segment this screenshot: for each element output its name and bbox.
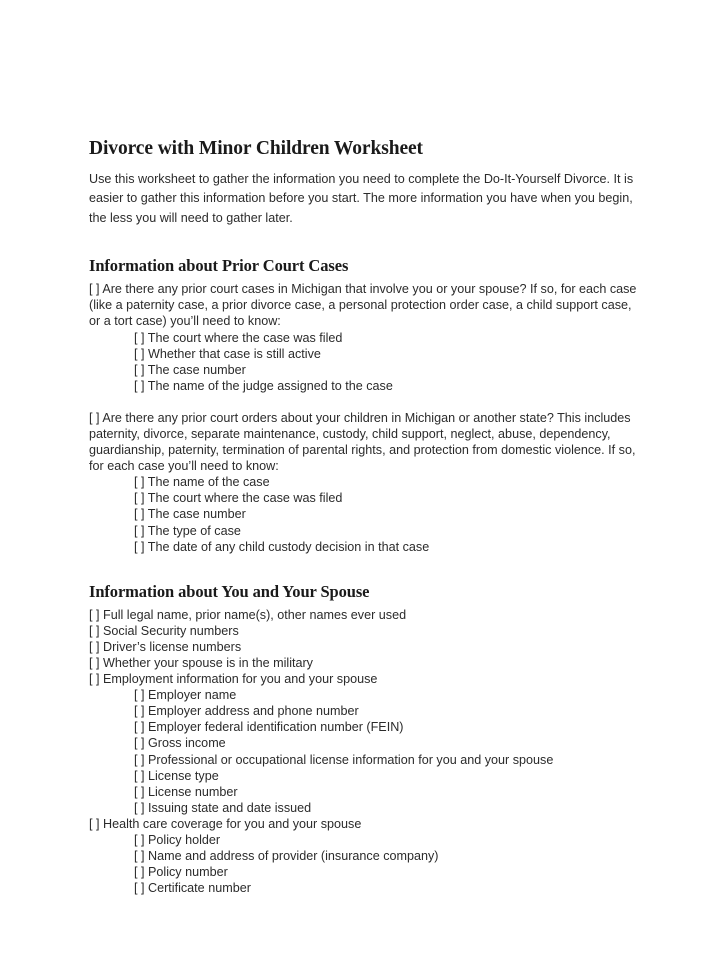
checkbox-marker-icon[interactable]: [ ] [134, 784, 148, 799]
list-item[interactable] [134, 784, 641, 800]
checklist-prior-orders [134, 474, 641, 554]
list-item[interactable] [134, 378, 641, 394]
list-item-label: Employment information for you and your spouse [103, 672, 378, 687]
list-item-label: The case number [147, 507, 246, 522]
checkbox-marker-icon[interactable]: [ ] [89, 672, 103, 687]
checkbox-marker-icon[interactable]: [ ] [89, 607, 103, 622]
list-item-label: Gross income [148, 736, 226, 751]
list-item-label: Issuing state and date issued [148, 800, 312, 815]
checkbox-marker-icon[interactable]: [ ] [89, 656, 103, 670]
list-item-label: Certificate number [148, 881, 251, 896]
checkbox-marker-icon[interactable]: [ ] [134, 833, 148, 848]
list-item[interactable] [134, 346, 641, 362]
checkbox-marker-icon[interactable]: [ ] [134, 688, 148, 703]
checkbox-marker-icon[interactable]: [ ] [134, 720, 148, 735]
checkbox-marker-icon[interactable]: [ ] [134, 752, 148, 767]
list-item-label: Employer address and phone number [148, 704, 359, 719]
section-heading-prior-court-cases: Information about Prior Court Cases [89, 256, 349, 276]
prompt-text: Are there any prior court orders about your children in Michigan or another state? This includes paternity, divorce, separate maintenance, custody, child support, neglect, abuse, dependency, guardianship, paternity, termination of parental rights, and protection from domestic violence. If so, for each case you’ll need to know: [89, 410, 636, 474]
list-item[interactable] [89, 655, 641, 671]
list-item[interactable] [89, 816, 641, 832]
document-content [89, 137, 641, 896]
list-item[interactable] [89, 671, 641, 687]
list-item[interactable] [134, 719, 641, 735]
checklist-employment-parent [89, 671, 641, 687]
list-item-label: License number [148, 784, 238, 799]
checkbox-marker-icon[interactable]: [ ] [134, 362, 148, 377]
list-item-label: Name and address of provider (insurance company) [148, 849, 439, 864]
list-item-label: The name of the case [147, 475, 270, 490]
checkbox-marker-icon[interactable]: [ ] [134, 881, 148, 896]
prompt-block-prior-orders [89, 410, 641, 555]
intro-paragraph: Use this worksheet to gather the information you need to complete the Do-It-Yourself Divorce. It is easier to gather this information before you start. The more information you have when you begin, the less you will need to gather later. [89, 172, 634, 225]
checkbox-marker-icon[interactable]: [ ] [134, 768, 148, 783]
checkbox-marker-icon[interactable]: [ ] [134, 523, 148, 538]
list-item-label: Professional or occupational license information for you and your spouse [148, 752, 554, 767]
checkbox-marker-icon[interactable]: [ ] [134, 346, 148, 361]
checklist-employment-details [134, 687, 641, 816]
list-item-label: The case number [147, 362, 246, 377]
checklist-healthcare-details [134, 832, 641, 896]
checkbox-marker-icon[interactable]: [ ] [89, 639, 103, 654]
checkbox-marker-icon[interactable]: [ ] [134, 378, 148, 393]
list-item-label: The date of any child custody decision in that case [147, 539, 430, 554]
list-item[interactable] [134, 848, 641, 864]
checkbox-marker-icon[interactable]: [ ] [134, 704, 148, 719]
checkbox-marker-icon[interactable]: [ ] [134, 800, 148, 815]
checkbox-marker-icon[interactable]: [ ] [134, 507, 148, 522]
list-item-label: Full legal name, prior name(s), other names ever used [103, 607, 407, 622]
checkbox-marker-icon[interactable]: [ ] [89, 816, 103, 831]
list-item-label: Whether that case is still active [148, 346, 321, 361]
list-item[interactable] [134, 474, 641, 490]
list-item-label: Social Security numbers [103, 623, 239, 638]
list-item[interactable] [134, 832, 641, 848]
list-item-label: The name of the judge assigned to the case [147, 378, 393, 393]
list-item[interactable] [134, 703, 641, 719]
list-item[interactable] [89, 623, 641, 639]
checklist-healthcare-parent [89, 816, 641, 832]
prompt-block-prior-cases [89, 281, 641, 394]
section-heading-you-and-spouse: Information about You and Your Spouse [89, 581, 370, 601]
checkbox-marker-icon[interactable]: [ ] [89, 282, 103, 297]
list-item-label: License type [148, 768, 219, 783]
list-item-label: Employer name [148, 688, 237, 703]
checkbox-marker-icon[interactable]: [ ] [134, 865, 148, 880]
list-item[interactable] [134, 864, 641, 880]
list-item-label: Policy holder [148, 833, 221, 848]
list-item-label: The court where the case was filed [147, 330, 343, 345]
list-item[interactable] [134, 752, 641, 768]
page-title: Divorce with Minor Children Worksheet [89, 138, 423, 159]
checkbox-marker-icon[interactable]: [ ] [134, 491, 148, 506]
checkbox-marker-icon[interactable]: [ ] [89, 623, 103, 638]
list-item[interactable] [134, 362, 641, 378]
list-item-label: The court where the case was filed [147, 491, 343, 506]
checkbox-marker-icon[interactable]: [ ] [134, 475, 148, 490]
list-item[interactable] [134, 687, 641, 703]
list-item-label: Employer federal identification number (FEIN) [148, 720, 404, 735]
section-you-and-spouse [89, 581, 641, 897]
list-item[interactable] [134, 506, 641, 522]
checkbox-marker-icon[interactable]: [ ] [134, 330, 148, 345]
list-item[interactable] [89, 639, 641, 655]
list-item[interactable] [134, 735, 641, 751]
list-item-label: Driver’s license numbers [103, 639, 242, 654]
list-item[interactable] [134, 523, 641, 539]
list-item[interactable] [134, 539, 641, 555]
list-item[interactable] [89, 607, 641, 623]
checklist-personal-info [89, 607, 641, 671]
list-item[interactable] [134, 768, 641, 784]
prompt-prior-orders [89, 410, 641, 474]
list-item-label: Health care coverage for you and your spouse [103, 816, 362, 831]
checklist-prior-cases [134, 330, 641, 394]
list-item[interactable] [134, 800, 641, 816]
list-item-label: Policy number [148, 865, 228, 880]
checkbox-marker-icon[interactable]: [ ] [134, 849, 148, 864]
list-item[interactable] [134, 880, 641, 896]
prompt-prior-cases [89, 281, 641, 329]
checkbox-marker-icon[interactable]: [ ] [89, 410, 103, 425]
prompt-text: Are there any prior court cases in Michigan that involve you or your spouse? If so, for each case (like a paternity case, a prior divorce case, a personal protection order case, a child support case, or a tort case) you’ll need to know: [89, 282, 637, 329]
checkbox-marker-icon[interactable]: [ ] [134, 736, 148, 751]
list-item-label: Whether your spouse is in the military [103, 656, 313, 670]
checkbox-marker-icon[interactable]: [ ] [134, 539, 148, 554]
list-item-label: The type of case [147, 523, 241, 538]
section-prior-court-cases [89, 255, 641, 555]
list-item[interactable] [134, 490, 641, 506]
list-item[interactable] [134, 330, 641, 346]
